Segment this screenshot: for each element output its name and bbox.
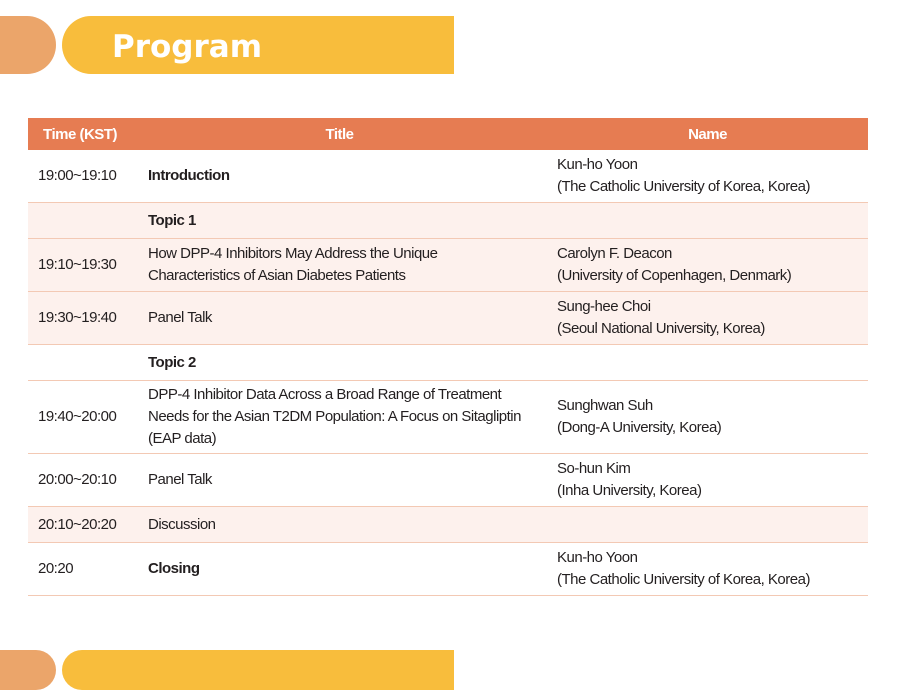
table-row	[28, 381, 868, 454]
table-row	[28, 203, 868, 239]
topic-heading: Topic 2	[132, 345, 547, 381]
speaker-affiliation: (Seoul National University, Korea)	[557, 320, 765, 337]
speaker-affiliation: (Dong-A University, Korea)	[557, 419, 722, 436]
title-cell	[132, 239, 547, 292]
speaker-name: Kun-ho Yoon	[557, 549, 638, 566]
time-cell	[28, 345, 132, 381]
speaker-affiliation: (University of Copenhagen, Denmark)	[557, 267, 792, 284]
program-table	[28, 118, 868, 596]
title-cell	[132, 381, 547, 454]
title-cell: Introduction	[132, 150, 547, 203]
time-cell	[28, 203, 132, 239]
footer-tab-accent	[0, 650, 56, 690]
speaker-affiliation: (Inha University, Korea)	[557, 482, 702, 499]
time-cell: 19:10~19:30	[28, 239, 132, 292]
time-cell: 20:00~20:10	[28, 454, 132, 507]
speaker-name: So-hun Kim	[557, 460, 631, 477]
name-cell	[547, 150, 868, 203]
speaker-affiliation: (The Catholic University of Korea, Korea)	[557, 571, 810, 588]
topic-heading: Topic 1	[132, 203, 547, 239]
title-line: How DPP-4 Inhibitors May Address the Unique	[148, 245, 438, 262]
speaker-name: Sunghwan Suh	[557, 397, 653, 414]
page-title: Program	[112, 29, 263, 65]
time-cell: 19:00~19:10	[28, 150, 132, 203]
title-cell: Panel Talk	[132, 292, 547, 345]
table-row	[28, 454, 868, 507]
speaker-affiliation: (The Catholic University of Korea, Korea)	[557, 178, 810, 195]
header-banner	[62, 16, 454, 74]
title-cell: Panel Talk	[132, 454, 547, 507]
time-cell: 19:40~20:00	[28, 381, 132, 454]
column-header-name: Name	[547, 118, 868, 150]
next-section-banner	[62, 650, 454, 690]
table-row	[28, 292, 868, 345]
name-cell	[547, 543, 868, 596]
name-cell	[547, 345, 868, 381]
speaker-name: Kun-ho Yoon	[557, 156, 638, 173]
table-header-row	[28, 118, 868, 150]
table-row	[28, 239, 868, 292]
title-cell: Closing	[132, 543, 547, 596]
column-header-time: Time (KST)	[28, 118, 132, 150]
name-cell	[547, 292, 868, 345]
speaker-name: Sung-hee Choi	[557, 298, 651, 315]
name-cell	[547, 454, 868, 507]
title-line: Characteristics of Asian Diabetes Patients	[148, 267, 406, 284]
table-row	[28, 345, 868, 381]
header-tab-accent	[0, 16, 56, 74]
table-row	[28, 543, 868, 596]
title-line: (EAP data)	[148, 430, 217, 447]
title-cell: Discussion	[132, 507, 547, 543]
table-row	[28, 150, 868, 203]
time-cell: 20:10~20:20	[28, 507, 132, 543]
title-line: DPP-4 Inhibitor Data Across a Broad Range of Treatment	[148, 386, 502, 403]
name-cell	[547, 203, 868, 239]
name-cell	[547, 239, 868, 292]
speaker-name: Carolyn F. Deacon	[557, 245, 672, 262]
column-header-title: Title	[132, 118, 547, 150]
time-cell: 19:30~19:40	[28, 292, 132, 345]
title-line: Needs for the Asian T2DM Population: A Focus on Sitagliptin	[148, 408, 521, 425]
name-cell	[547, 507, 868, 543]
name-cell	[547, 381, 868, 454]
table-row	[28, 507, 868, 543]
time-cell: 20:20	[28, 543, 132, 596]
